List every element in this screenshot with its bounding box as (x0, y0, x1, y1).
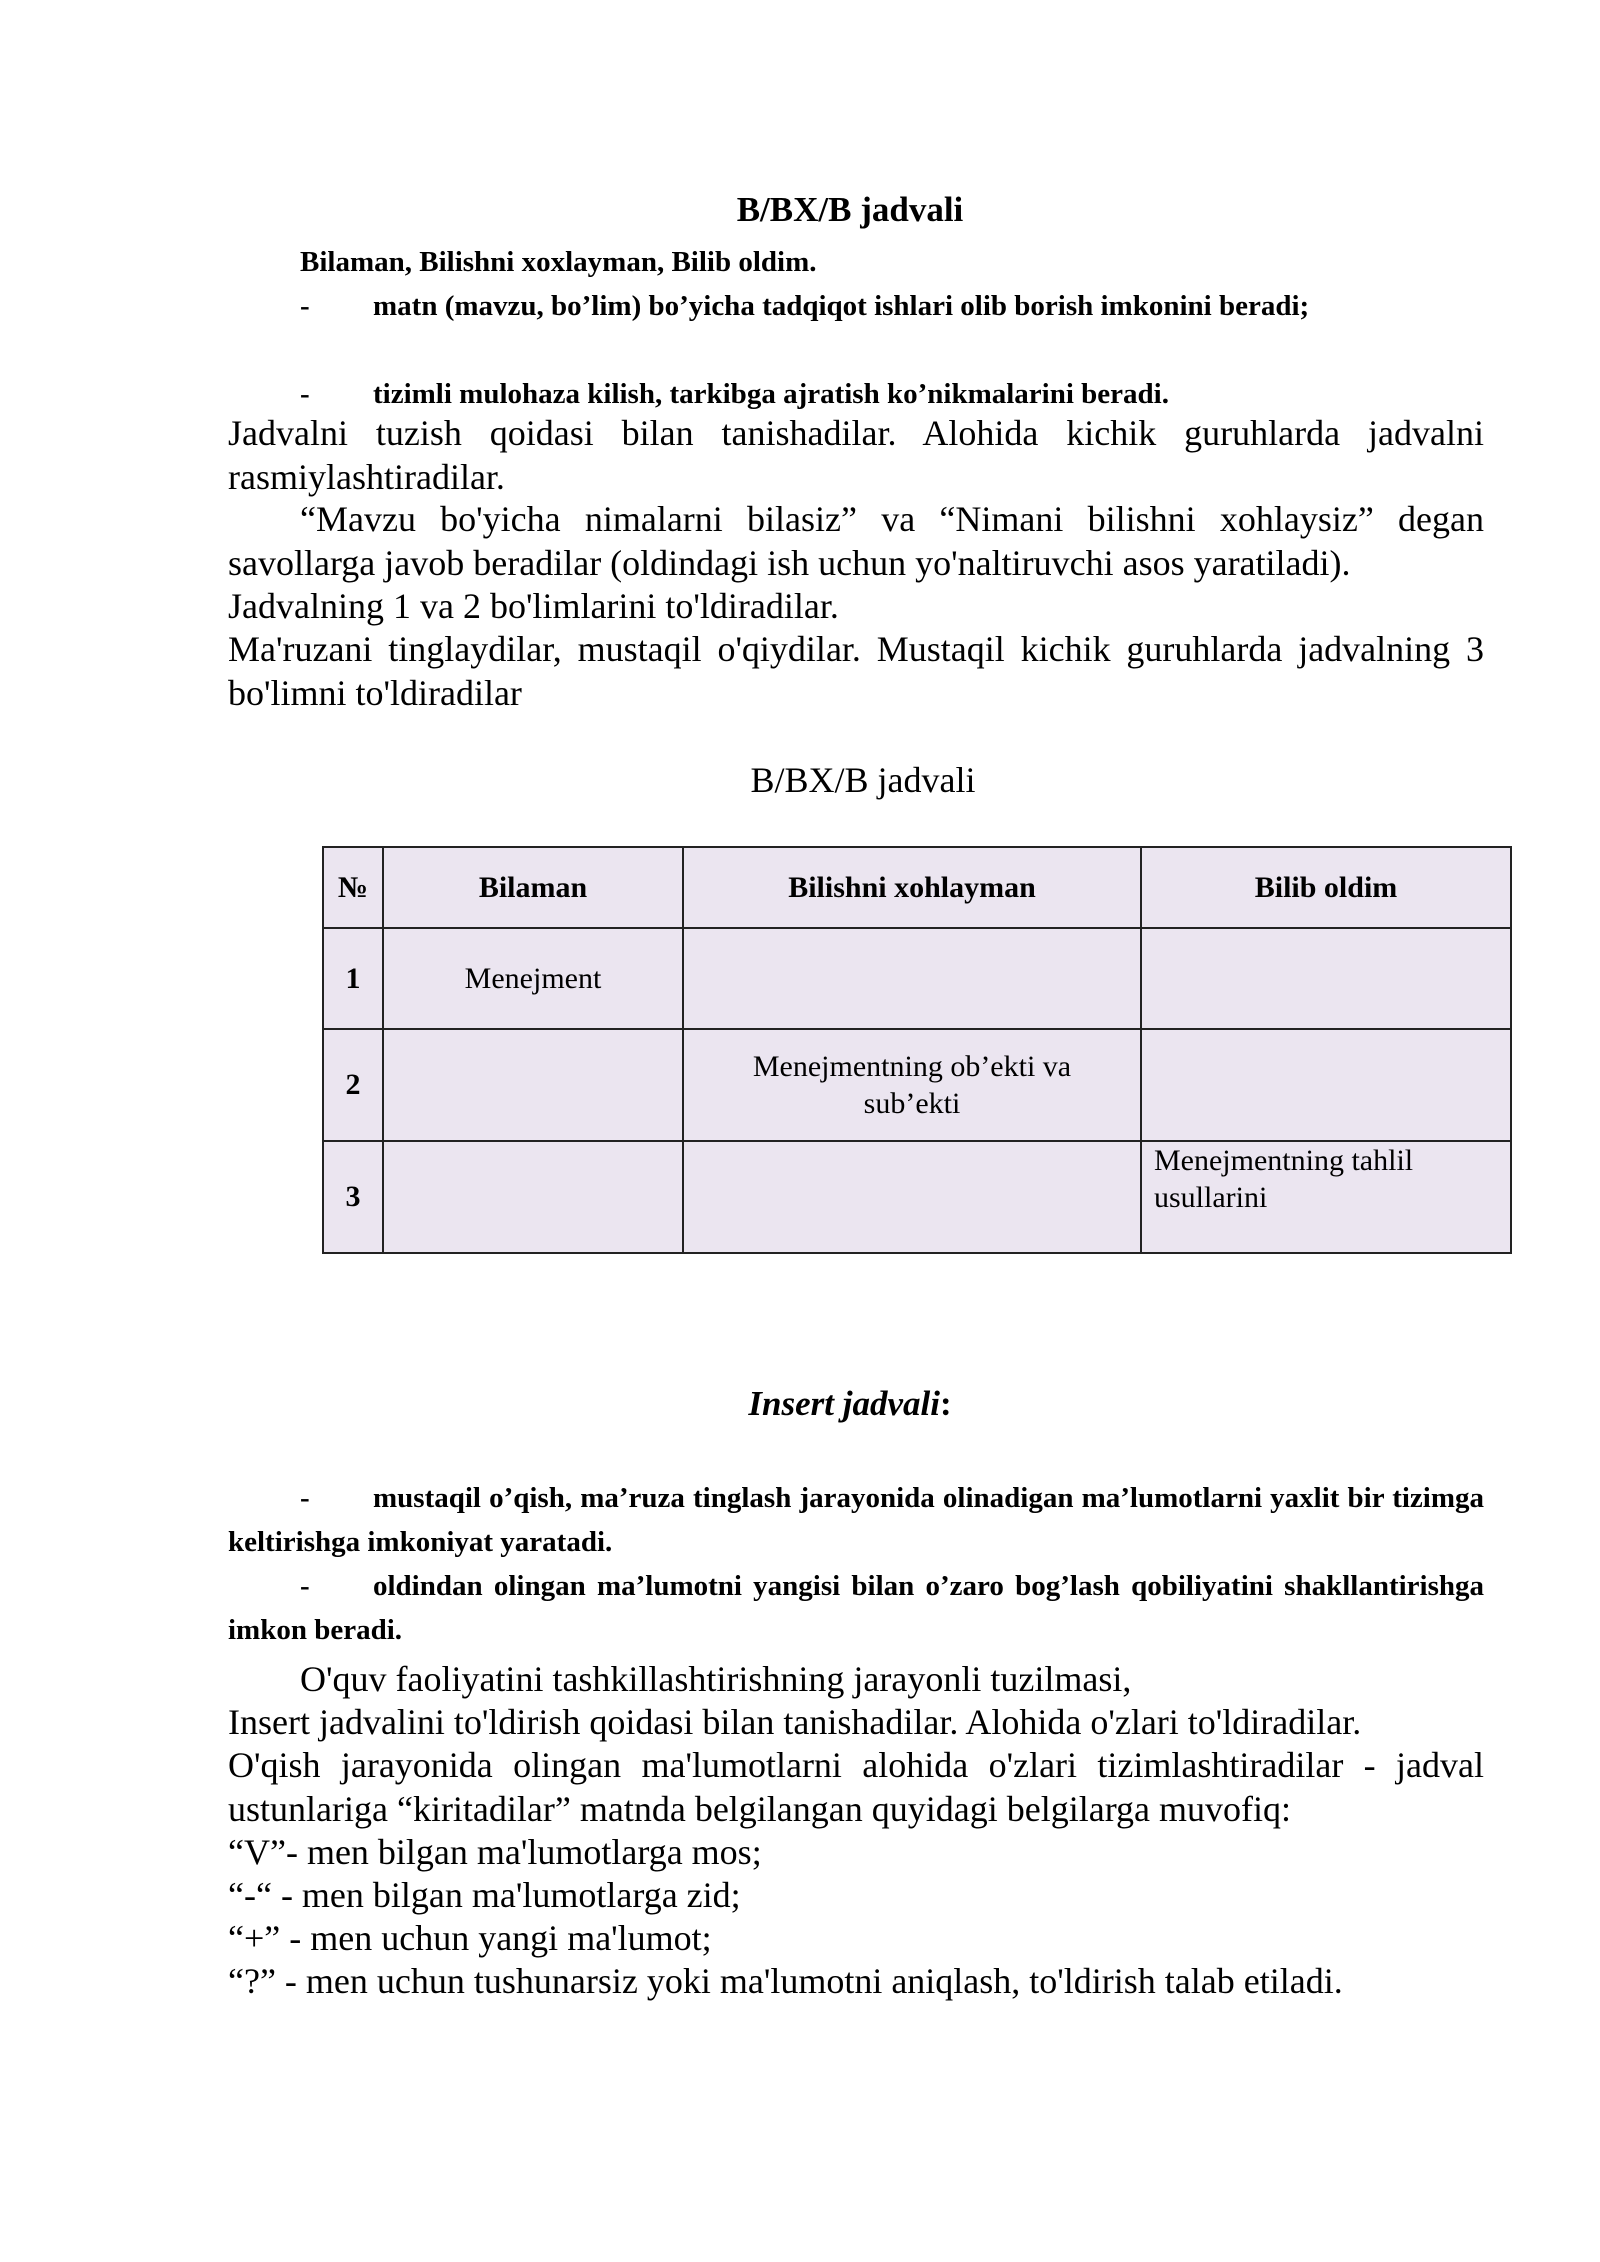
bbxb-paragraph-4: Ma'ruzani tinglaydilar, mustaqil o'qiydilar. Mustaqil kichik guruhlarda jadvalning 3 bo'limni to'ldiradilar (228, 629, 1484, 713)
mark-minus: “-“ - men bilgan ma'lumotlarga zid; (228, 1875, 741, 1915)
table-header-row (323, 847, 1511, 928)
bullet-dash: - (300, 1482, 310, 1514)
table-caption: B/BX/B jadvali (750, 760, 976, 800)
insert-title (640, 1382, 1060, 1426)
row-number: 3 (323, 1141, 383, 1253)
bullet-dash: - (300, 1570, 310, 1602)
bbxb-bullet-1: - matn (mavzu, bo’lim) bo’yicha tadqiqot ishlari olib borish imkonini beradi; (228, 284, 1484, 328)
header-number: № (323, 847, 383, 928)
insert-title-colon: : (939, 1384, 952, 1423)
table-cell: Menejmentning tahlil usullarini (1141, 1141, 1511, 1253)
table-cell (1141, 928, 1511, 1029)
table-cell: Menejment (383, 928, 683, 1029)
insert-bullet-2 (228, 1564, 1484, 1652)
header-bilaman: Bilaman (383, 847, 683, 928)
table-cell (1141, 1029, 1511, 1141)
bbxb-paragraph-1: Jadvalni tuzish qoidasi bilan tanishadilar. Alohida kichik guruhlarda jadvalni rasmiylashtiradilar. (228, 413, 1484, 497)
row-number: 1 (323, 928, 383, 1029)
header-bilishni-xohlayman: Bilishni xohlayman (683, 847, 1141, 928)
bbxb-bullet-2: - tizimli mulohaza kilish, tarkibga ajratish ko’nikmalarini beradi. (228, 372, 1484, 416)
bbxb-subtitle: Bilaman, Bilishni xoxlayman, Bilib oldim. (300, 246, 817, 278)
mark-question: “?” - men uchun tushunarsiz yoki ma'lumotni aniqlash, to'ldirish talab etiladi. (228, 1961, 1343, 2001)
insert-title-text: Insert jadvali (748, 1384, 940, 1423)
mark-v: “V”- men bilgan ma'lumotlarga mos; (228, 1832, 762, 1872)
bullet-text: matn (mavzu, bo’lim) bo’yicha tadqiqot ishlari olib borish imkonini beradi; (373, 290, 1310, 322)
bullet-text: oldindan olingan ma’lumotni yangisi bilan o’zaro bog’lash qobiliyatini shakllantirishga imkon beradi. (228, 1570, 1484, 1646)
insert-bullet-1 (228, 1476, 1484, 1564)
row-number: 2 (323, 1029, 383, 1141)
mark-plus: “+” - men uchun yangi ma'lumot; (228, 1918, 712, 1958)
insert-line-2: Insert jadvalini to'ldirish qoidasi bilan tanishadilar. Alohida o'zlari to'ldiradilar. (228, 1702, 1362, 1742)
bbxb-table (322, 846, 1512, 1254)
table-cell (383, 1029, 683, 1141)
table-cell: Menejmentning ob’ekti va sub’ekti (683, 1029, 1141, 1141)
table-row (323, 1141, 1511, 1253)
insert-line-1: O'quv faoliyatini tashkillashtirishning jarayonli tuzilmasi, (300, 1659, 1132, 1699)
header-bilib-oldim: Bilib oldim (1141, 847, 1511, 928)
bbxb-paragraph-3: Jadvalning 1 va 2 bo'limlarini to'ldiradilar. (228, 586, 839, 626)
bbxb-title: B/BX/B jadvali (736, 190, 964, 229)
table-cell (383, 1141, 683, 1253)
insert-line-3: O'qish jarayonida olingan ma'lumotlarni alohida o'zlari tizimlashtiradilar - jadval ustunlariga “kiritadilar” matnda belgilangan quyidagi belgilarga muvofiq: (228, 1745, 1484, 1829)
table-row (323, 928, 1511, 1029)
bbxb-paragraph-2: “Mavzu bo'yicha nimalarni bilasiz” va “Nimani bilishni xohlaysiz” degan savollarga javob beradilar (oldindagi ish uchun yo'naltiruvchi asos yaratiladi). (228, 499, 1484, 583)
table-cell (683, 1141, 1141, 1253)
bullet-text: tizimli mulohaza kilish, tarkibga ajratish ko’nikmalarini beradi. (373, 378, 1169, 410)
bullet-text: mustaqil o’qish, ma’ruza tinglash jarayonida olinadigan ma’lumotlarni yaxlit bir tizimga keltirishga imkoniyat yaratadi. (228, 1482, 1484, 1558)
table-cell (683, 928, 1141, 1029)
table-row (323, 1029, 1511, 1141)
